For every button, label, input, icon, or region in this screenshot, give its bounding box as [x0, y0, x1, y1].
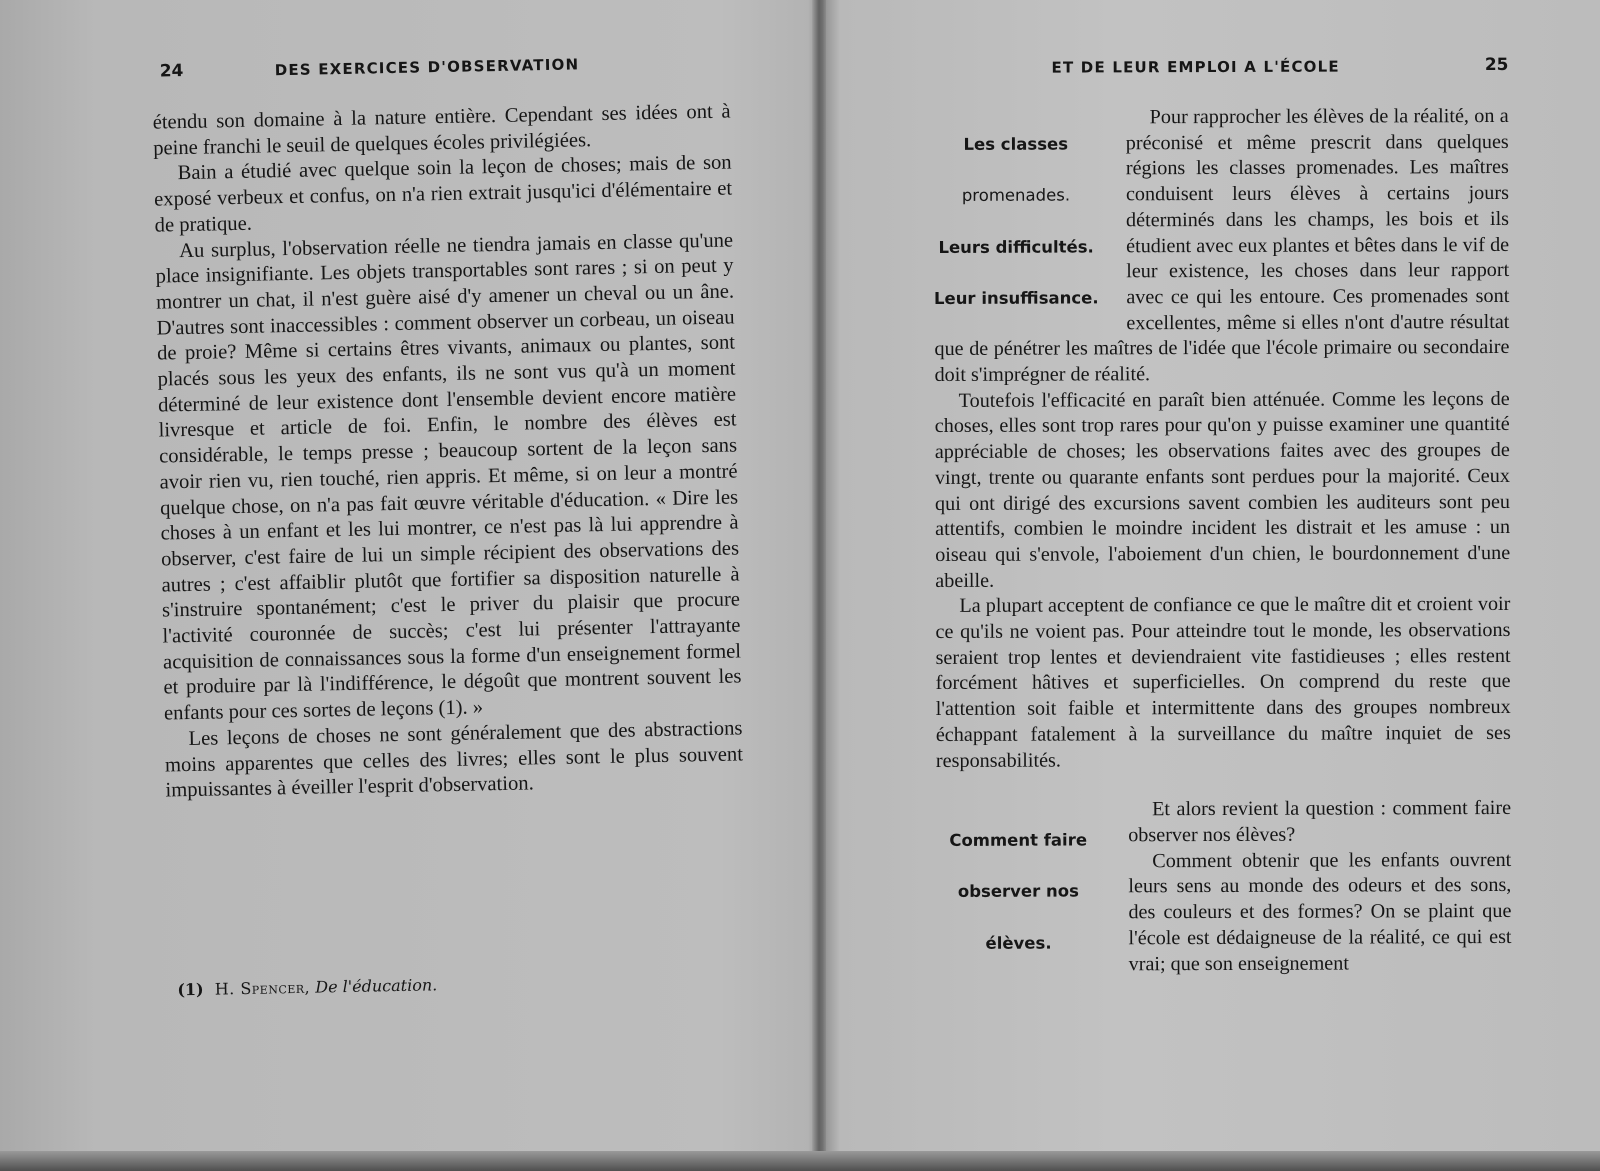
left-body-text	[152, 100, 743, 805]
footnote-author: H. Spencer,	[214, 977, 311, 999]
footnote	[177, 975, 437, 999]
left-paragraph-4: Les leçons de choses ne sont généralement que des abstractions moins apparentes que celles des livres; elles sont le plus souvent impuissantes à éveiller l'esprit d'observation.	[164, 717, 744, 802]
right-running-head	[933, 54, 1509, 83]
left-page	[138, 0, 750, 1156]
right-body-text	[934, 104, 1512, 982]
side-note-2-line-3: élèves.	[985, 933, 1052, 953]
side-note-classes-promenades	[922, 105, 1111, 337]
left-paragraph-3: Au surplus, l'observation réelle ne tiendra jamais en classe qu'une place insignifiante. Les objets transportables sont rares ; si on peut y montrer un chat, il n'est guère aisé d'y amener un cheval ou un âne. D'autres sont inaccessibles : comment observer un corbeau, un oiseau de proie? Même si certains êtres vivants, animaux ou plantes, sont placés sous les yeux des enfants, ils ne sont vus qu'à un moment déterminé de leur existence dont l'ensemble devient encore matière livresque et article de foi. Enfin, le nombre des élèves est considérable, le temps presse ; beaucoup sortent de la leçon sans avoir rien vu, rien touché, rien appris. Et même, si on leur a montré quelque chose, on n'a pas fait œuvre véritable d'éducation. « Dire les choses à un enfant et les lui montrer, ce n'est pas là lui apprendre à observer, c'est faire de lui un simple récipient des observations des autres ; c'est affaiblir plutôt que fortifier sa disposition naturelle à s'instruire spontanément; c'est le priver du plaisir que procure l'activité couronnée de succès; c'est lui présenter l'attrayante acquisition de connaissances sous la forme d'un enseignement formel et produire par là l'indifférence, le dégoût que montrent souvent les enfants pour ces sortes de leçons (1). »	[155, 228, 742, 725]
book-bottom-edge	[0, 1151, 1600, 1171]
footnote-title: De l'éducation.	[315, 975, 438, 997]
side-note-1-line-4: Leur insuffisance.	[933, 288, 1099, 308]
right-paragraph-5: Comment obtenir que les enfants ouvrent leurs sens au monde des odeurs et des sons, des couleurs et des formes? On se plaint que l'école est dédaigneuse de la réalité, ce qui est vrai; que son enseignement	[1128, 848, 1512, 975]
left-page-number: 24	[159, 61, 184, 82]
section-gap	[936, 772, 1511, 798]
left-paragraph-2: Bain a étudié avec quelque soin la leçon de choses; mais de son exposé verbeux et confus, on n'a rien extrait jusqu'ici d'élémentaire et de pratique.	[153, 151, 733, 237]
left-running-title: DES EXERCICES D'OBSERVATION	[274, 55, 580, 80]
right-paragraph-2: Toutefois l'efficacité en paraît bien atténuée. Comme les leçons de choses, elles sont trop rares pour qu'on y puisse examiner une quantité appréciable de choses; les observations faites avec des groupes de vingt, trente ou quarante enfants sont perdues pour la majorité. Ceux qui ont dirigé des excursions savent combien les auditeurs sont peu attentifs, combien le moindre incident les distrait et les amuse : un oiseau qui s'envole, l'aboiement d'un chien, le bourdonnement d'une abeille.	[934, 387, 1511, 592]
left-paragraph-1: étendu son domaine à la nature entière. Cependant ses idées ont à peine franchi le seuil de quelques écoles privilégiées.	[152, 100, 731, 160]
right-page-number: 25	[1484, 54, 1509, 76]
right-page	[933, 0, 1512, 1151]
right-paragraph-1: Pour rapprocher les élèves de la réalité, on a préconisé et même prescrit dans quelques régions les classes promenades. Les maîtres conduisent leurs élèves à certains jours déterminés dans les champs, les bois et ils étudient avec eux plantes et bêtes dans le vif de leur existence, les choses dans leur rapport avec ce qui les entoure. Ces promenades sont excellentes, même si elles n'ont d'autre résultat que de pénétrer les maîtres de l'idée que l'école primaire ou secondaire doit s'imprégner de réalité.	[934, 104, 1510, 387]
right-paragraph-4: Et alors revient la question : comment faire observer nos élèves?	[1128, 797, 1512, 847]
side-note-1-line-1: Les classes	[963, 134, 1069, 154]
footnote-number: (1)	[177, 979, 204, 1000]
side-note-1-line-3: Leurs difficultés.	[938, 236, 1094, 257]
side-note-2-line-1: Comment faire	[949, 830, 1088, 850]
left-running-head	[140, 53, 730, 88]
side-note-2-line-2: observer nos	[957, 881, 1079, 902]
right-paragraph-3: La plupart acceptent de confiance ce que le maître dit et croient voir ce qu'ils ne voient pas. Pour atteindre tout le monde, les observations seraient trop lentes et deviendraient vite fastidieuses ; elles restent forcément hâtives et superficielles. On comprend du reste que l'attention soit faible et intermittente dans des groupes nombreux échappant fatalement à la surveillance du maître inquiet de ses responsabilités.	[935, 593, 1511, 772]
side-note-1-line-2: promenades.	[961, 185, 1071, 205]
side-note-comment-faire	[924, 802, 1113, 983]
book-gutter	[812, 0, 826, 1171]
right-running-title: ET DE LEUR EMPLOI A L'ÉCOLE	[1051, 57, 1340, 77]
